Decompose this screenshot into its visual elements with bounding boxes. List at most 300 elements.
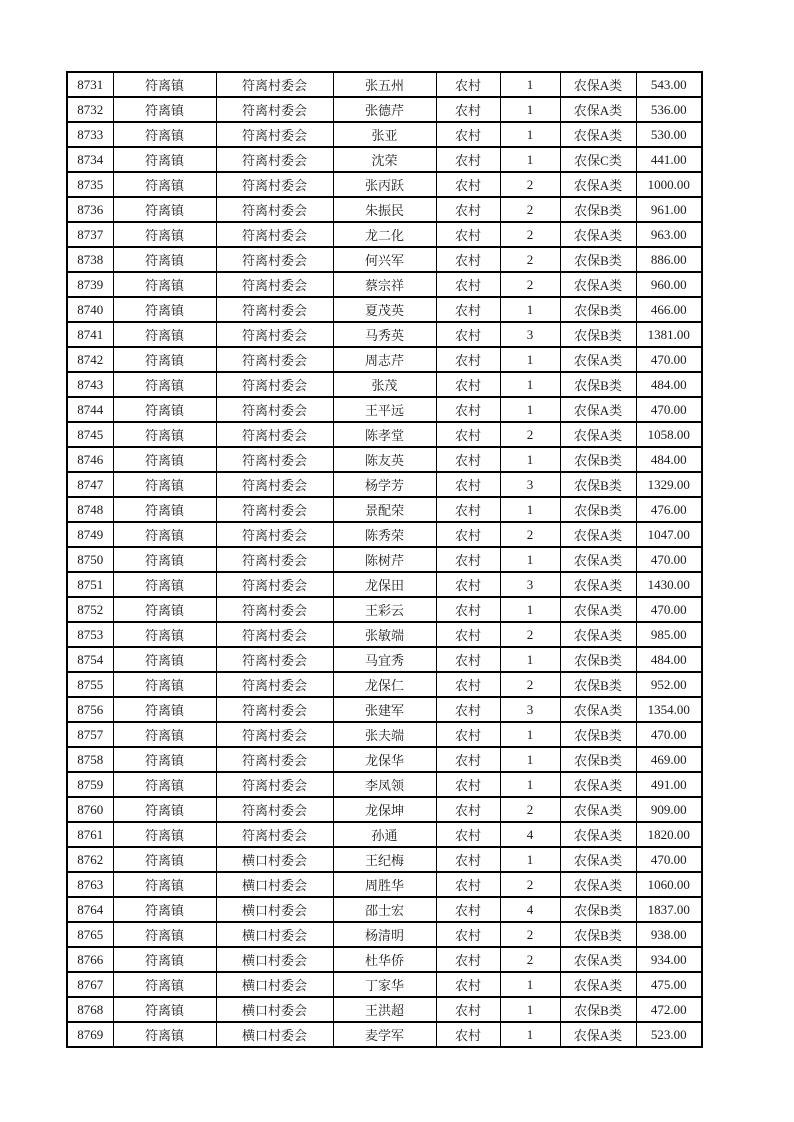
cell-person_count: 2 (500, 797, 560, 822)
cell-residence_type: 农村 (436, 897, 500, 922)
cell-residence_type: 农村 (436, 672, 500, 697)
cell-town: 符离镇 (113, 572, 216, 597)
cell-town: 符离镇 (113, 922, 216, 947)
cell-village_committee: 符离村委会 (216, 772, 333, 797)
cell-amount: 960.00 (636, 272, 702, 297)
cell-id: 8755 (67, 672, 113, 697)
cell-id: 8735 (67, 172, 113, 197)
cell-insurance_category: 农保A类 (560, 797, 636, 822)
table-row (67, 247, 702, 272)
cell-insurance_category: 农保A类 (560, 697, 636, 722)
cell-village_committee: 符离村委会 (216, 572, 333, 597)
cell-person_name: 丁家华 (333, 972, 436, 997)
cell-amount: 1329.00 (636, 472, 702, 497)
cell-amount: 1820.00 (636, 822, 702, 847)
table-row (67, 797, 702, 822)
cell-insurance_category: 农保B类 (560, 447, 636, 472)
cell-id: 8758 (67, 747, 113, 772)
cell-village_committee: 符离村委会 (216, 247, 333, 272)
cell-insurance_category: 农保A类 (560, 572, 636, 597)
cell-insurance_category: 农保A类 (560, 272, 636, 297)
cell-town: 符离镇 (113, 197, 216, 222)
cell-residence_type: 农村 (436, 972, 500, 997)
cell-residence_type: 农村 (436, 597, 500, 622)
cell-insurance_category: 农保B类 (560, 747, 636, 772)
cell-person_count: 2 (500, 672, 560, 697)
cell-id: 8748 (67, 497, 113, 522)
cell-amount: 530.00 (636, 122, 702, 147)
cell-residence_type: 农村 (436, 697, 500, 722)
cell-id: 8741 (67, 322, 113, 347)
cell-village_committee: 符离村委会 (216, 822, 333, 847)
cell-person_count: 2 (500, 422, 560, 447)
cell-residence_type: 农村 (436, 572, 500, 597)
cell-id: 8731 (67, 72, 113, 97)
cell-id: 8757 (67, 722, 113, 747)
cell-person_count: 2 (500, 172, 560, 197)
table-row (67, 347, 702, 372)
cell-person_name: 马宜秀 (333, 647, 436, 672)
cell-person_count: 3 (500, 572, 560, 597)
cell-town: 符离镇 (113, 322, 216, 347)
cell-town: 符离镇 (113, 422, 216, 447)
cell-residence_type: 农村 (436, 497, 500, 522)
cell-amount: 470.00 (636, 397, 702, 422)
cell-village_committee: 符离村委会 (216, 697, 333, 722)
cell-village_committee: 横口村委会 (216, 847, 333, 872)
table-row (67, 897, 702, 922)
cell-person_name: 张五州 (333, 72, 436, 97)
table-row (67, 672, 702, 697)
cell-insurance_category: 农保B类 (560, 247, 636, 272)
cell-town: 符离镇 (113, 272, 216, 297)
cell-village_committee: 符离村委会 (216, 547, 333, 572)
table-row (67, 722, 702, 747)
cell-insurance_category: 农保B类 (560, 372, 636, 397)
cell-person_count: 2 (500, 922, 560, 947)
cell-town: 符离镇 (113, 822, 216, 847)
cell-village_committee: 符离村委会 (216, 172, 333, 197)
table-row (67, 497, 702, 522)
cell-person_count: 1 (500, 97, 560, 122)
cell-person_name: 王彩云 (333, 597, 436, 622)
cell-residence_type: 农村 (436, 772, 500, 797)
cell-amount: 985.00 (636, 622, 702, 647)
table-row (67, 97, 702, 122)
cell-amount: 476.00 (636, 497, 702, 522)
cell-town: 符离镇 (113, 122, 216, 147)
cell-person_count: 1 (500, 847, 560, 872)
table-row (67, 297, 702, 322)
cell-residence_type: 农村 (436, 822, 500, 847)
cell-town: 符离镇 (113, 297, 216, 322)
cell-residence_type: 农村 (436, 247, 500, 272)
table-row (67, 272, 702, 297)
cell-town: 符离镇 (113, 347, 216, 372)
cell-residence_type: 农村 (436, 172, 500, 197)
cell-insurance_category: 农保A类 (560, 122, 636, 147)
cell-person_count: 1 (500, 997, 560, 1022)
cell-town: 符离镇 (113, 972, 216, 997)
cell-insurance_category: 农保A类 (560, 622, 636, 647)
cell-town: 符离镇 (113, 772, 216, 797)
cell-person_count: 2 (500, 872, 560, 897)
table-row (67, 397, 702, 422)
cell-id: 8768 (67, 997, 113, 1022)
cell-person_count: 2 (500, 272, 560, 297)
cell-person_count: 1 (500, 772, 560, 797)
cell-id: 8766 (67, 947, 113, 972)
cell-id: 8764 (67, 897, 113, 922)
cell-id: 8763 (67, 872, 113, 897)
table-row (67, 872, 702, 897)
cell-amount: 952.00 (636, 672, 702, 697)
cell-insurance_category: 农保A类 (560, 347, 636, 372)
cell-id: 8739 (67, 272, 113, 297)
cell-insurance_category: 农保A类 (560, 772, 636, 797)
cell-amount: 938.00 (636, 922, 702, 947)
cell-residence_type: 农村 (436, 372, 500, 397)
cell-residence_type: 农村 (436, 197, 500, 222)
cell-town: 符离镇 (113, 647, 216, 672)
table-row (67, 372, 702, 397)
cell-person_name: 龙保田 (333, 572, 436, 597)
cell-amount: 1000.00 (636, 172, 702, 197)
cell-amount: 470.00 (636, 347, 702, 372)
cell-person_count: 2 (500, 247, 560, 272)
cell-residence_type: 农村 (436, 622, 500, 647)
cell-person_name: 周志芹 (333, 347, 436, 372)
cell-person_count: 1 (500, 1022, 560, 1047)
cell-town: 符离镇 (113, 672, 216, 697)
cell-id: 8742 (67, 347, 113, 372)
cell-village_committee: 符离村委会 (216, 622, 333, 647)
cell-village_committee: 符离村委会 (216, 297, 333, 322)
cell-person_name: 张丙跃 (333, 172, 436, 197)
cell-residence_type: 农村 (436, 1022, 500, 1047)
cell-insurance_category: 农保B类 (560, 997, 636, 1022)
table-row (67, 997, 702, 1022)
table-row (67, 622, 702, 647)
cell-amount: 934.00 (636, 947, 702, 972)
cell-village_committee: 横口村委会 (216, 1022, 333, 1047)
cell-amount: 1047.00 (636, 522, 702, 547)
cell-id: 8753 (67, 622, 113, 647)
cell-insurance_category: 农保A类 (560, 947, 636, 972)
cell-insurance_category: 农保B类 (560, 497, 636, 522)
cell-residence_type: 农村 (436, 472, 500, 497)
cell-person_name: 杨清明 (333, 922, 436, 947)
cell-residence_type: 农村 (436, 447, 500, 472)
cell-person_name: 张夫端 (333, 722, 436, 747)
cell-person_name: 陈友英 (333, 447, 436, 472)
cell-person_count: 3 (500, 472, 560, 497)
cell-amount: 961.00 (636, 197, 702, 222)
cell-insurance_category: 农保B类 (560, 197, 636, 222)
cell-village_committee: 横口村委会 (216, 972, 333, 997)
table-row (67, 647, 702, 672)
cell-village_committee: 符离村委会 (216, 422, 333, 447)
cell-residence_type: 农村 (436, 72, 500, 97)
cell-insurance_category: 农保A类 (560, 1022, 636, 1047)
cell-person_count: 4 (500, 897, 560, 922)
cell-person_name: 张茂 (333, 372, 436, 397)
table-row (67, 322, 702, 347)
cell-id: 8732 (67, 97, 113, 122)
cell-id: 8737 (67, 222, 113, 247)
cell-town: 符离镇 (113, 947, 216, 972)
cell-person_name: 张建军 (333, 697, 436, 722)
cell-insurance_category: 农保C类 (560, 147, 636, 172)
cell-id: 8760 (67, 797, 113, 822)
table-row (67, 197, 702, 222)
cell-amount: 466.00 (636, 297, 702, 322)
cell-amount: 1058.00 (636, 422, 702, 447)
cell-insurance_category: 农保A类 (560, 597, 636, 622)
cell-amount: 1430.00 (636, 572, 702, 597)
cell-amount: 1837.00 (636, 897, 702, 922)
cell-residence_type: 农村 (436, 872, 500, 897)
table-row (67, 972, 702, 997)
cell-amount: 475.00 (636, 972, 702, 997)
cell-id: 8769 (67, 1022, 113, 1047)
cell-id: 8747 (67, 472, 113, 497)
cell-person_name: 王纪梅 (333, 847, 436, 872)
cell-village_committee: 横口村委会 (216, 947, 333, 972)
cell-amount: 1354.00 (636, 697, 702, 722)
cell-town: 符离镇 (113, 447, 216, 472)
cell-insurance_category: 农保A类 (560, 97, 636, 122)
cell-person_name: 邵士宏 (333, 897, 436, 922)
cell-id: 8754 (67, 647, 113, 672)
cell-person_name: 陈孝堂 (333, 422, 436, 447)
cell-town: 符离镇 (113, 547, 216, 572)
cell-id: 8745 (67, 422, 113, 447)
cell-person_name: 龙保华 (333, 747, 436, 772)
cell-person_count: 1 (500, 497, 560, 522)
cell-town: 符离镇 (113, 747, 216, 772)
cell-village_committee: 符离村委会 (216, 222, 333, 247)
cell-person_count: 1 (500, 597, 560, 622)
cell-residence_type: 农村 (436, 647, 500, 672)
cell-insurance_category: 农保B类 (560, 472, 636, 497)
table-row (67, 697, 702, 722)
cell-village_committee: 符离村委会 (216, 797, 333, 822)
cell-insurance_category: 农保A类 (560, 397, 636, 422)
cell-person_count: 2 (500, 947, 560, 972)
cell-person_name: 朱振民 (333, 197, 436, 222)
cell-village_committee: 符离村委会 (216, 272, 333, 297)
cell-person_name: 何兴军 (333, 247, 436, 272)
cell-residence_type: 农村 (436, 947, 500, 972)
cell-person_name: 杜华侨 (333, 947, 436, 972)
cell-town: 符离镇 (113, 172, 216, 197)
cell-insurance_category: 农保A类 (560, 522, 636, 547)
cell-town: 符离镇 (113, 697, 216, 722)
table-row (67, 922, 702, 947)
cell-town: 符离镇 (113, 147, 216, 172)
cell-village_committee: 符离村委会 (216, 147, 333, 172)
cell-person_count: 1 (500, 297, 560, 322)
cell-residence_type: 农村 (436, 97, 500, 122)
cell-residence_type: 农村 (436, 297, 500, 322)
cell-town: 符离镇 (113, 997, 216, 1022)
cell-insurance_category: 农保B类 (560, 672, 636, 697)
table-row (67, 72, 702, 97)
cell-id: 8752 (67, 597, 113, 622)
cell-village_committee: 符离村委会 (216, 97, 333, 122)
cell-insurance_category: 农保A类 (560, 972, 636, 997)
cell-village_committee: 符离村委会 (216, 497, 333, 522)
cell-village_committee: 符离村委会 (216, 447, 333, 472)
cell-id: 8738 (67, 247, 113, 272)
cell-id: 8750 (67, 547, 113, 572)
cell-village_committee: 横口村委会 (216, 997, 333, 1022)
cell-insurance_category: 农保A类 (560, 422, 636, 447)
cell-id: 8761 (67, 822, 113, 847)
cell-town: 符离镇 (113, 472, 216, 497)
cell-person_name: 张亚 (333, 122, 436, 147)
cell-insurance_category: 农保B类 (560, 722, 636, 747)
cell-town: 符离镇 (113, 1022, 216, 1047)
table-row (67, 222, 702, 247)
cell-person_count: 1 (500, 372, 560, 397)
cell-amount: 484.00 (636, 372, 702, 397)
cell-village_committee: 横口村委会 (216, 872, 333, 897)
cell-person_count: 1 (500, 72, 560, 97)
cell-residence_type: 农村 (436, 747, 500, 772)
table-row (67, 822, 702, 847)
cell-id: 8762 (67, 847, 113, 872)
cell-residence_type: 农村 (436, 922, 500, 947)
cell-person_count: 2 (500, 622, 560, 647)
cell-residence_type: 农村 (436, 847, 500, 872)
cell-amount: 470.00 (636, 597, 702, 622)
cell-person_count: 2 (500, 522, 560, 547)
cell-village_committee: 符离村委会 (216, 347, 333, 372)
cell-person_name: 蔡宗祥 (333, 272, 436, 297)
cell-person_count: 1 (500, 122, 560, 147)
cell-residence_type: 农村 (436, 397, 500, 422)
cell-person_count: 3 (500, 322, 560, 347)
cell-village_committee: 符离村委会 (216, 322, 333, 347)
cell-insurance_category: 农保A类 (560, 872, 636, 897)
cell-amount: 543.00 (636, 72, 702, 97)
cell-id: 8746 (67, 447, 113, 472)
cell-residence_type: 农村 (436, 222, 500, 247)
cell-amount: 470.00 (636, 547, 702, 572)
cell-residence_type: 农村 (436, 122, 500, 147)
cell-person_count: 2 (500, 197, 560, 222)
cell-person_count: 1 (500, 972, 560, 997)
cell-insurance_category: 农保B类 (560, 297, 636, 322)
cell-id: 8743 (67, 372, 113, 397)
table-row (67, 572, 702, 597)
cell-village_committee: 符离村委会 (216, 647, 333, 672)
cell-id: 8734 (67, 147, 113, 172)
cell-person_name: 陈树芹 (333, 547, 436, 572)
table-row (67, 947, 702, 972)
cell-residence_type: 农村 (436, 272, 500, 297)
cell-village_committee: 符离村委会 (216, 472, 333, 497)
cell-residence_type: 农村 (436, 722, 500, 747)
table-row (67, 122, 702, 147)
cell-person_count: 1 (500, 397, 560, 422)
cell-town: 符离镇 (113, 847, 216, 872)
cell-id: 8756 (67, 697, 113, 722)
table-row (67, 847, 702, 872)
cell-residence_type: 农村 (436, 547, 500, 572)
cell-village_committee: 符离村委会 (216, 722, 333, 747)
cell-residence_type: 农村 (436, 147, 500, 172)
cell-insurance_category: 农保A类 (560, 72, 636, 97)
cell-person_name: 龙保仁 (333, 672, 436, 697)
cell-village_committee: 符离村委会 (216, 597, 333, 622)
cell-insurance_category: 农保A类 (560, 547, 636, 572)
cell-amount: 469.00 (636, 747, 702, 772)
cell-residence_type: 农村 (436, 522, 500, 547)
cell-id: 8736 (67, 197, 113, 222)
cell-town: 符离镇 (113, 722, 216, 747)
cell-person_name: 马秀英 (333, 322, 436, 347)
cell-id: 8740 (67, 297, 113, 322)
cell-amount: 1060.00 (636, 872, 702, 897)
table-row (67, 447, 702, 472)
cell-village_committee: 符离村委会 (216, 372, 333, 397)
cell-residence_type: 农村 (436, 997, 500, 1022)
cell-insurance_category: 农保A类 (560, 222, 636, 247)
cell-town: 符离镇 (113, 797, 216, 822)
cell-insurance_category: 农保A类 (560, 172, 636, 197)
cell-amount: 484.00 (636, 647, 702, 672)
cell-person_name: 麦学军 (333, 1022, 436, 1047)
cell-id: 8744 (67, 397, 113, 422)
cell-person_count: 1 (500, 647, 560, 672)
cell-person_name: 杨学芳 (333, 472, 436, 497)
table-row (67, 547, 702, 572)
cell-village_committee: 符离村委会 (216, 672, 333, 697)
cell-amount: 472.00 (636, 997, 702, 1022)
cell-insurance_category: 农保A类 (560, 847, 636, 872)
table-row (67, 147, 702, 172)
cell-person_name: 陈秀荣 (333, 522, 436, 547)
cell-village_committee: 符离村委会 (216, 72, 333, 97)
cell-id: 8749 (67, 522, 113, 547)
cell-amount: 1381.00 (636, 322, 702, 347)
cell-person_name: 张敏端 (333, 622, 436, 647)
table-row (67, 172, 702, 197)
cell-village_committee: 横口村委会 (216, 897, 333, 922)
cell-insurance_category: 农保A类 (560, 822, 636, 847)
insurance-record-table (66, 71, 703, 1048)
cell-person_name: 王洪超 (333, 997, 436, 1022)
table-row (67, 522, 702, 547)
cell-insurance_category: 农保B类 (560, 647, 636, 672)
cell-person_name: 王平远 (333, 397, 436, 422)
cell-person_count: 1 (500, 722, 560, 747)
cell-town: 符离镇 (113, 97, 216, 122)
table-row (67, 472, 702, 497)
cell-town: 符离镇 (113, 247, 216, 272)
cell-person_name: 周胜华 (333, 872, 436, 897)
cell-person_count: 1 (500, 547, 560, 572)
cell-town: 符离镇 (113, 622, 216, 647)
cell-person_count: 1 (500, 347, 560, 372)
table-row (67, 747, 702, 772)
table-row (67, 772, 702, 797)
cell-town: 符离镇 (113, 872, 216, 897)
cell-village_committee: 符离村委会 (216, 197, 333, 222)
